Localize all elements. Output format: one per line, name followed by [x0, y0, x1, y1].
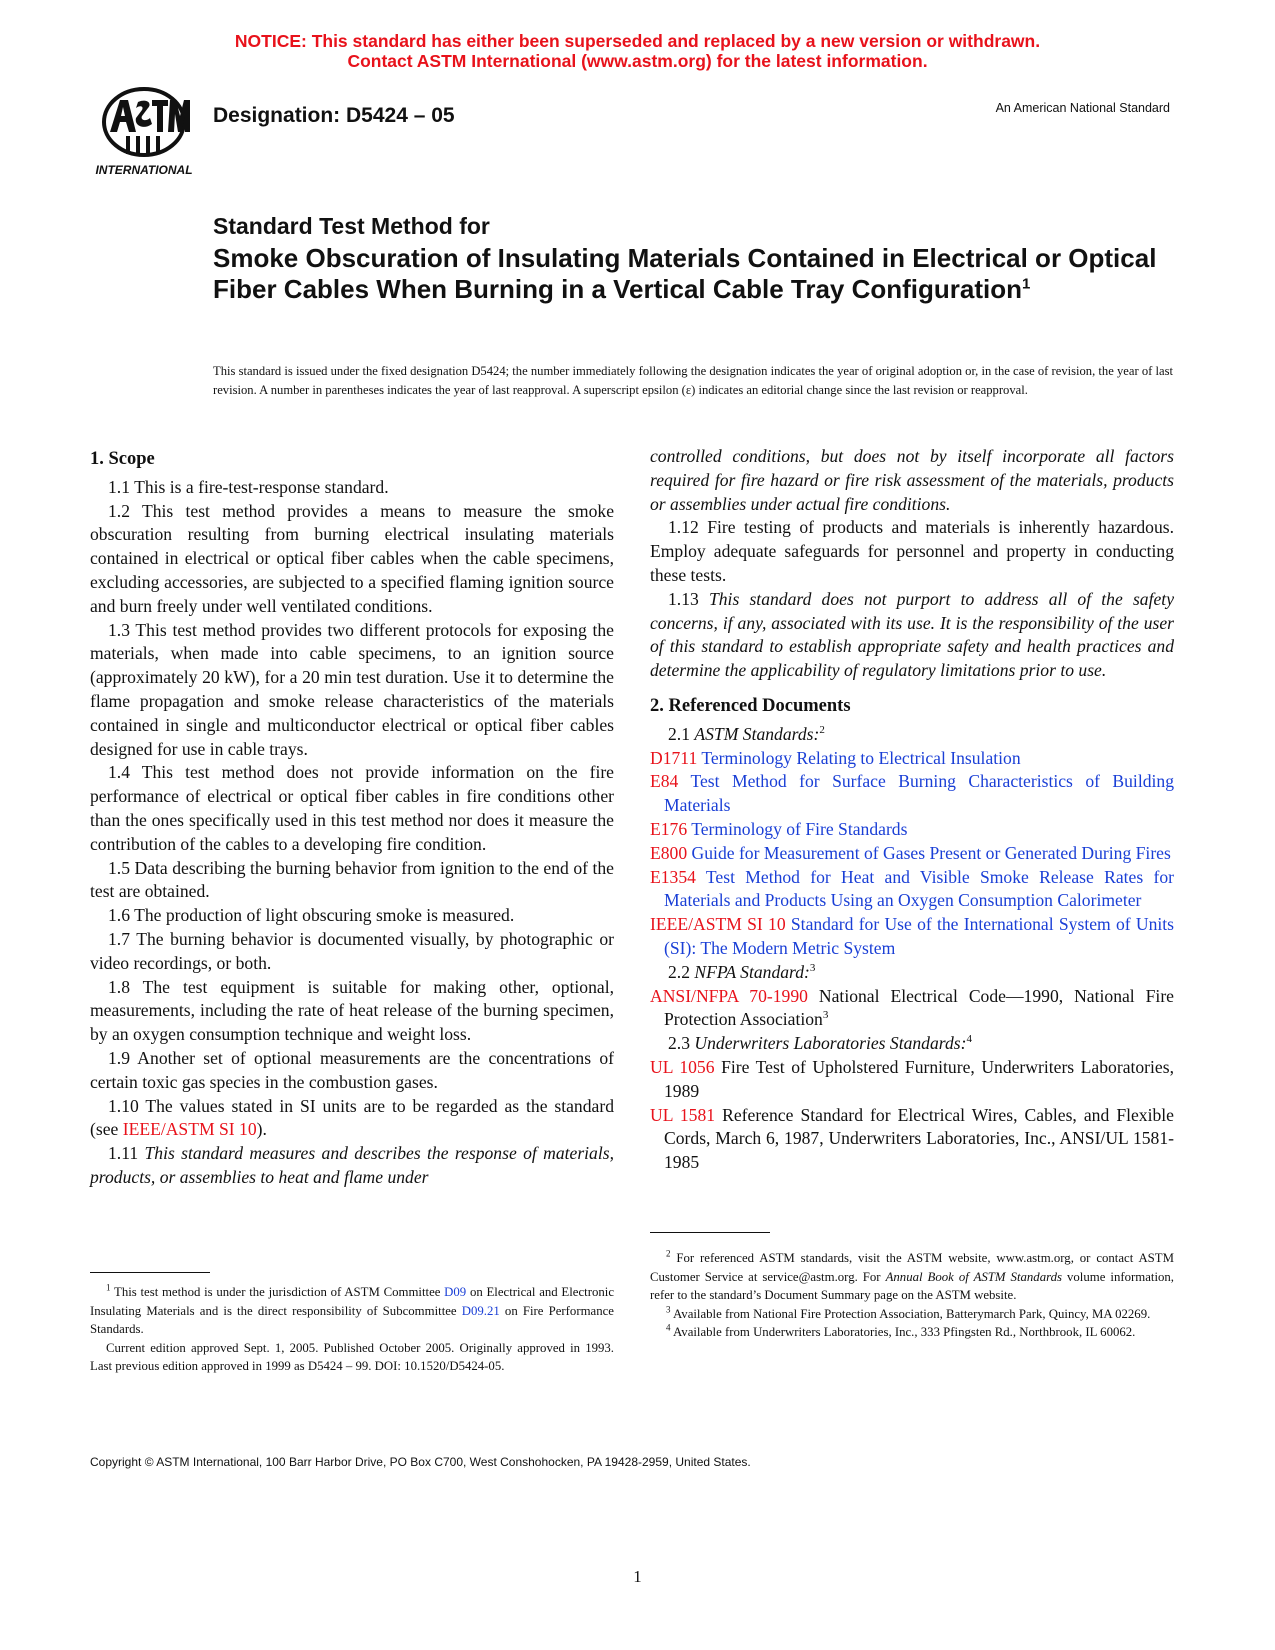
- reference-code-link[interactable]: E176: [650, 818, 688, 839]
- paragraph-1-12: 1.12 Fire testing of products and materials is inherently hazardous. Employ adequate safeguards for personnel and property in conducting these tests.: [650, 517, 1174, 585]
- withdrawn-notice: [0, 31, 1275, 71]
- reference-nfpa-70: ANSI/NFPA 70-1990 National Electrical Code—1990, National Fire Protection Association$^3$: [650, 985, 1174, 1030]
- reference-title-link[interactable]: Standard for Use of the International System of Units (SI): The Modern Metric System: [664, 914, 1174, 958]
- paragraph-1-1: 1.1 This is a fire-test-response standard.: [108, 476, 389, 497]
- link-ul-1056[interactable]: UL 1056: [650, 1056, 715, 1077]
- reference-title-link[interactable]: Test Method for Surface Burning Characteristics of Building Materials: [664, 771, 1174, 816]
- document-title: [213, 211, 1173, 305]
- reference-code-link[interactable]: E1354: [650, 866, 696, 887]
- notice-line-2: Contact ASTM International (www.astm.org) for the latest information.: [347, 51, 928, 71]
- reference-ul-1056: UL 1056 Fire Test of Upholstered Furniture, Underwriters Laboratories, 1989: [650, 1056, 1174, 1101]
- subsection-2-1: 2.1 ASTM Standards:$^2$: [668, 723, 825, 744]
- reference-code-link[interactable]: IEEE/ASTM SI 10: [650, 914, 786, 935]
- footnote-2: $^2$ For referenced ASTM standards, visit the ASTM website, www.astm.org, or contact ASTM Customer Service at service@astm.org. For Annual Book of ASTM Standards volume information, refer to the standard’s Document Summary page on the ASTM website.: [650, 1248, 1175, 1302]
- notice-line-1: NOTICE: This standard has either been superseded and replaced by a new version or withdrawn.: [234, 31, 1041, 51]
- footnote-3: $^3$ Available from National Fire Protection Association, Batterymarch Park, Quincy, MA 02269.: [666, 1304, 1151, 1321]
- reference-item: [650, 866, 1174, 914]
- title-footnote-mark[interactable]: 1: [1022, 275, 1031, 293]
- paragraph-1-13: 1.13 This standard does not purport to address all of the safety concerns, if any, associated with its use. It is the responsibility of the user of this standard to establish appropriate safety and health practices and determine the applicability of regulatory limitations prior to use.: [650, 588, 1175, 681]
- right-column: [650, 445, 1174, 1175]
- paragraph-1-11-text: This standard measures and describes the response of materials, products, or assemblies to heat and flame under: [90, 1143, 614, 1187]
- logo-text: INTERNATIONAL: [95, 163, 193, 177]
- footnotes-left: [90, 1283, 614, 1376]
- copyright-line: Copyright © ASTM International, 100 Barr Harbor Drive, PO Box C700, West Conshohocken, PA 19428-2959, United States.: [90, 1455, 751, 1469]
- link-d09-21[interactable]: D09.21: [461, 1303, 500, 1318]
- reference-item: [650, 913, 1174, 961]
- section-heading-referenced-documents: 2. Referenced Documents: [650, 695, 851, 716]
- reference-item: [650, 770, 1174, 818]
- subsection-2-2: 2.2 NFPA Standard:$^3$: [668, 961, 816, 982]
- title-main: Smoke Obscuration of Insulating Materials Contained in Electrical or Optical Fiber Cables When Burning in a Vertical Cable Tray Configuration: [213, 243, 1157, 304]
- paragraph-1-11-cont: controlled conditions, but does not by itself incorporate all factors required for fire hazard or fire risk assessment of the materials, products or assemblies under actual fire conditions.: [650, 446, 1174, 514]
- reference-title-link[interactable]: Test Method for Heat and Visible Smoke Release Rates for Materials and Products Using an Oxygen Consumption Calorimeter: [664, 866, 1174, 911]
- section-heading-scope: 1. Scope: [90, 449, 155, 469]
- reference-title-link[interactable]: Guide for Measurement of Gases Present or Generated During Fires: [691, 842, 1171, 863]
- link-ieee-astm-si-10[interactable]: IEEE/ASTM SI 10: [122, 1119, 257, 1140]
- reference-item: [650, 747, 1174, 771]
- link-ansi-nfpa-70[interactable]: ANSI/NFPA 70-1990: [650, 985, 808, 1006]
- national-standard-label: An American National Standard: [995, 101, 1170, 115]
- subsection-2-3: 2.3 Underwriters Laboratories Standards:$^4$: [668, 1033, 972, 1054]
- reference-ul-1581: UL 1581 Reference Standard for Electrical Wires, Cables, and Flexible Cords, March 6, 1987, Underwriters Laboratories, Inc., ANSI/UL 1581-1985: [650, 1104, 1174, 1173]
- footnote-1: $^1$ This test method is under the jurisdiction of ASTM Committee D09 on Electrical and Electronic Insulating Materials and is the direct responsibility of Subcommittee D09.21 on Fire Performance Standards.: [90, 1282, 615, 1336]
- paragraph-1-5: 1.5 Data describing the burning behavior from ignition to the end of the test are obtained.: [90, 857, 614, 902]
- reference-title-link[interactable]: Terminology Relating to Electrical Insulation: [701, 747, 1021, 768]
- paragraph-1-2: 1.2 This test method provides a means to measure the smoke obscuration resulting from burning electrical insulating materials contained in electrical or optical fiber cables when the cable specimens, excluding accessories, are subjected to a specified flaming ignition source and burn freely under well ventilated conditions.: [90, 500, 614, 616]
- title-line-1: Standard Test Method for: [213, 213, 490, 239]
- paragraph-1-9: 1.9 Another set of optional measurements are the concentrations of certain toxic gas species in the combustion gases.: [90, 1047, 614, 1092]
- paragraph-1-6: 1.6 The production of light obscuring smoke is measured.: [108, 905, 515, 926]
- paragraph-1-11-start: 1.11 This standard measures and describes the response of materials, products, or assemblies to heat and flame under: [90, 1143, 614, 1187]
- left-column: [90, 448, 614, 1190]
- paragraph-1-10: 1.10 The values stated in SI units are to be regarded as the standard (see IEEE/ASTM SI 10).: [90, 1095, 614, 1140]
- issued-note: This standard is issued under the fixed designation D5424; the number immediately following the designation indicates the year of original adoption or, in the case of revision, the year of last revision. A number in parentheses indicates the year of last reapproval. A superscript epsilon (ε) indicates an editorial change since the last revision or reapproval.: [213, 364, 1173, 397]
- footnote-edition: Current edition approved Sept. 1, 2005. Published October 2005. Originally approved in 1993. Last previous edition approved in 1999 as D5424 – 99. DOI: 10.1520/D5424-05.: [90, 1340, 614, 1373]
- reference-item: [650, 842, 1174, 866]
- reference-item: [650, 818, 1174, 842]
- paragraph-1-4: 1.4 This test method does not provide information on the fire performance of electrical or optical fiber cables in fire conditions other than the ones specifically used in this test method nor does it measure the contribution of the cables to a developing fire condition.: [90, 762, 614, 854]
- reference-code-link[interactable]: E84: [650, 771, 679, 792]
- reference-title-link[interactable]: Terminology of Fire Standards: [691, 818, 908, 839]
- footnote-rule-right: [650, 1232, 770, 1233]
- footnote-4: $^4$ Available from Underwriters Laboratories, Inc., 333 Pfingsten Rd., Northbrook, IL 60062.: [666, 1322, 1136, 1339]
- astm-standards-list: [650, 747, 1174, 961]
- astm-logo: [90, 86, 198, 178]
- page-number: 1: [633, 1567, 642, 1586]
- footnotes-right: [650, 1249, 1174, 1342]
- paragraph-1-7: 1.7 The burning behavior is documented visually, by photographic or video recordings, or both.: [90, 928, 614, 973]
- link-d09[interactable]: D09: [444, 1285, 467, 1299]
- footnote-rule-left: [90, 1272, 210, 1273]
- paragraph-1-8: 1.8 The test equipment is suitable for making other, optional, measurements, including the rate of heat release of the burning specimen, by an oxygen consumption technique and weight loss.: [90, 976, 614, 1045]
- paragraph-1-3: 1.3 This test method provides two different protocols for exposing the materials, when made into cable specimens, to an ignition source (approximately 20 kW), for a 20 min test duration. Use it to determine the flame propagation and smoke release characteristics of the materials contained in single and multiconductor electrical or optical fiber cables designed for use in cable trays.: [90, 619, 614, 759]
- reference-code-link[interactable]: E800: [650, 842, 688, 863]
- designation: Designation: D5424 – 05: [213, 104, 455, 127]
- reference-code-link[interactable]: D1711: [650, 747, 698, 768]
- link-ul-1581[interactable]: UL 1581: [650, 1104, 716, 1125]
